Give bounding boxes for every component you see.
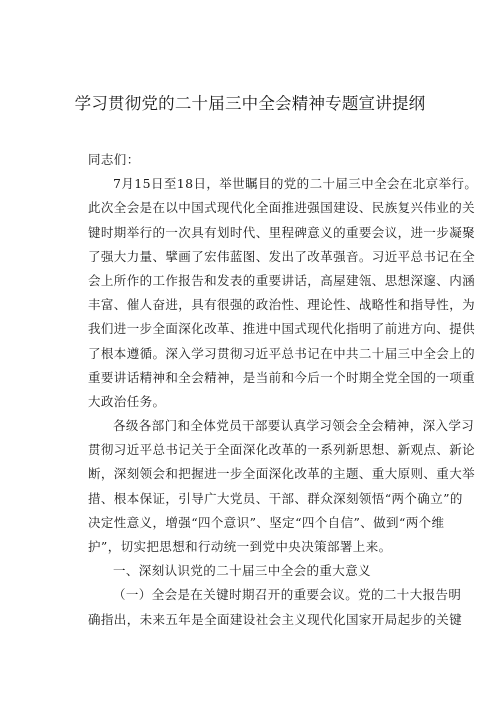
paragraph-line: 丰富、催人奋进，具有很强的政治性、理论性、战略性和指导性，为 xyxy=(88,297,476,313)
paragraph-line: 了根本遵循。深入学习贯彻习近平总书记在中共二十届三中全会上的 xyxy=(88,345,476,361)
document-body xyxy=(88,148,478,632)
paragraph-line: 7月15日至18日，举世瞩目的党的二十届三中全会在北京举行。 xyxy=(113,176,478,192)
paragraph-line: 确指出，未来五年是全面建设社会主义现代化国家开局起步的关键 xyxy=(88,611,463,627)
paragraph-line: 措、根本保证，引导广大党员、干部、群众深刻领悟“两个确立”的 xyxy=(88,490,463,506)
paragraph-requirements xyxy=(88,414,476,559)
paragraph-line: 各级各部门和全体党员干部要认真学习领会全会精神，深入学习 xyxy=(113,418,475,434)
paragraph-line: 了强大力量、擘画了宏伟蓝图、发出了改革强音。习近平总书记在全 xyxy=(88,248,476,264)
paragraph-line: 贯彻习近平总书记关于全面深化改革的一系列新思想、新观点、新论 xyxy=(88,442,476,458)
paragraph-line: 决定性意义，增强“四个意识”、坚定“四个自信”、做到“两个维 xyxy=(88,514,445,530)
paragraph-line: 会上所作的工作报告和发表的重要讲话，高屋建瓴、思想深邃、内涵 xyxy=(88,272,476,288)
paragraph-intro xyxy=(88,172,478,414)
paragraph-line: 键时期举行的一次具有划时代、里程碑意义的重要会议，进一步凝聚 xyxy=(88,224,476,240)
subsection-paragraph xyxy=(88,583,463,631)
paragraph-line: 重要讲话精神和全会精神，是当前和今后一个时期全党全国的一项重 xyxy=(88,369,476,385)
paragraph-line: 断，深刻领会和把握进一步全面深化改革的主题、重大原则、重大举 xyxy=(88,466,476,482)
paragraph-line: 我们进一步全面深化改革、推进中国式现代化指明了前进方向、提供 xyxy=(88,321,476,337)
salutation: 同志们： xyxy=(88,152,140,167)
section-heading: 一、深刻认识党的二十届三中全会的重大意义 xyxy=(113,563,372,579)
paragraph-line: 护”，切实把思想和行动统一到党中央决策部署上来。 xyxy=(88,539,392,554)
document-title: 学习贯彻党的二十届三中全会精神专题宣讲提纲 xyxy=(74,94,426,113)
paragraph-line: （一）全会是在关键时期召开的重要会议。党的二十大报告明 xyxy=(113,587,462,603)
paragraph-line: 大政治任务。 xyxy=(88,393,166,409)
paragraph-line: 此次全会是在以中国式现代化全面推进强国建设、民族复兴伟业的关 xyxy=(88,200,476,216)
